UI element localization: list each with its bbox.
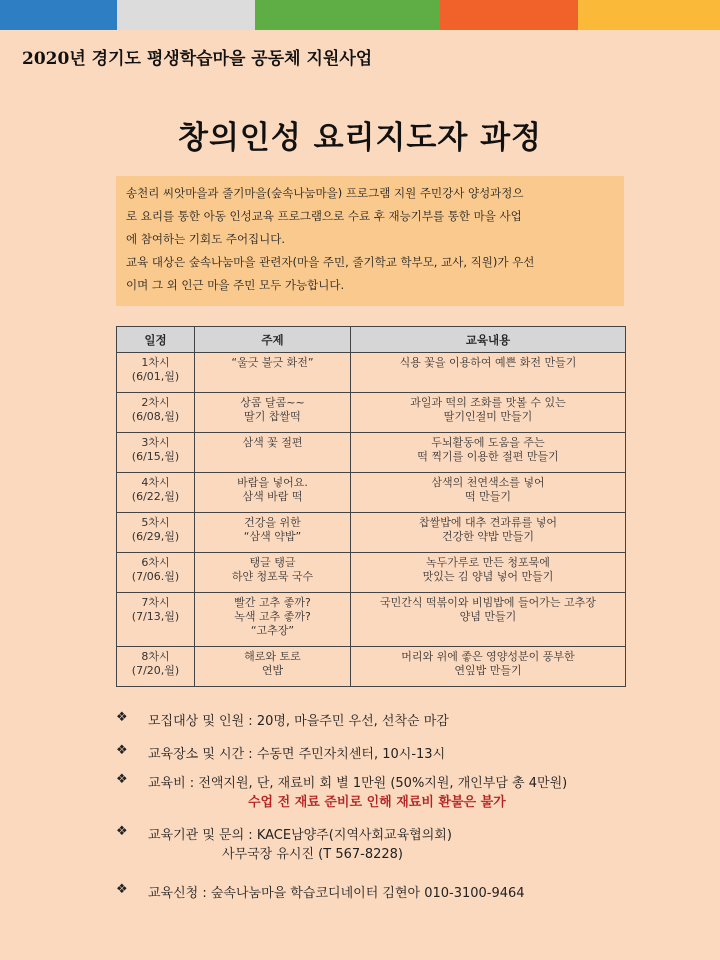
color-bar-green: [255, 0, 440, 30]
color-bar-yellow: [578, 0, 720, 30]
schedule-cell: 7차시 (7/13,월): [117, 593, 195, 647]
column-header-schedule: 일정: [117, 327, 195, 353]
table-row: [117, 353, 626, 393]
topic-cell: 빨간 고추 좋까? 녹색 고추 좋까? “고추장”: [195, 593, 351, 647]
table-row: [117, 553, 626, 593]
table-row: [117, 513, 626, 553]
table-header-row: [117, 327, 626, 353]
topic-cell: 건강을 위한 “삼색 약밥”: [195, 513, 351, 553]
fee-text: 교육비 : 전액지원, 단, 재료비 회 별 1만원 (50%지원, 개인부담 총 4만원): [148, 776, 568, 791]
intro-line: 교육 대상은 숲속나눔마을 관련자(마을 주민, 줄기학교 학부모, 교사, 직원)가 우선: [126, 255, 535, 269]
info-org: [116, 824, 706, 862]
intro-box: [116, 176, 624, 306]
org-text: 교육기관 및 문의 : KACE남양주(지역사회교육협의회): [148, 828, 452, 843]
content-cell: 머리와 위에 좋은 영양성분이 풍부한 연잎밥 만들기: [351, 647, 626, 687]
schedule-cell: 2차시 (6/08,월): [117, 393, 195, 433]
diamond-bullet-icon: ❖: [116, 882, 128, 897]
org-contact-text: 사무국장 유시진 (T 567-8228): [222, 847, 403, 862]
program-header: 2020년 경기도 평생학습마을 공동체 지원사업: [22, 49, 373, 69]
schedule-cell: 8차시 (7/20,월): [117, 647, 195, 687]
apply-text: 교육신청 : 숲속나눔마을 학습코디네이터 김현아 010-3100-9464: [148, 886, 525, 901]
info-fee: [116, 772, 706, 810]
color-bar-gray: [117, 0, 255, 30]
schedule-cell: 6차시 (7/06.월): [117, 553, 195, 593]
diamond-bullet-icon: ❖: [116, 772, 128, 787]
color-bar-blue: [0, 0, 117, 30]
topic-cell: 해로와 토로 연밥: [195, 647, 351, 687]
fee-warning-text: 수업 전 재료 준비로 인해 재료비 환불은 불가: [248, 795, 506, 810]
table-row: [117, 593, 626, 647]
info-place: [116, 743, 706, 762]
color-bar: [0, 0, 720, 30]
diamond-bullet-icon: ❖: [116, 710, 128, 725]
diamond-bullet-icon: ❖: [116, 824, 128, 839]
table-row: [117, 473, 626, 513]
recruit-text: 모집대상 및 인원 : 20명, 마을주민 우선, 선착순 마감: [148, 714, 449, 729]
table-row: [117, 647, 626, 687]
schedule-table: [116, 326, 626, 687]
topic-cell: “울긋 불긋 화전”: [195, 353, 351, 393]
topic-cell: 상콤 달콤~~ 딸기 찹쌀떡: [195, 393, 351, 433]
info-recruit: [116, 710, 706, 729]
table-row: [117, 433, 626, 473]
topic-cell: 탱글 탱글 하얀 청포묵 국수: [195, 553, 351, 593]
content-cell: 삼색의 천연색소를 넣어 떡 만들기: [351, 473, 626, 513]
content-cell: 두뇌활동에 도움을 주는 떡 찍기를 이용한 절편 만들기: [351, 433, 626, 473]
intro-line: 에 참여하는 기회도 주어집니다.: [126, 232, 286, 246]
table-row: [117, 393, 626, 433]
content-cell: 녹두가루로 만든 청포묵에 맛있는 김 양념 넣어 만들기: [351, 553, 626, 593]
intro-line: 로 요리를 통한 아동 인성교육 프로그램으로 수료 후 재능기부를 통한 마을 사업: [126, 209, 522, 223]
schedule-cell: 3차시 (6/15,월): [117, 433, 195, 473]
schedule-cell: 5차시 (6/29,월): [117, 513, 195, 553]
page-title: 창의인성 요리지도자 과정: [178, 120, 542, 156]
content-cell: 국민간식 떡볶이와 비빔밥에 들어가는 고추장 양념 만들기: [351, 593, 626, 647]
content-cell: 과일과 떡의 조화를 맛볼 수 있는 딸기인절미 만들기: [351, 393, 626, 433]
content-cell: 식용 꽃을 이용하여 예쁜 화전 만들기: [351, 353, 626, 393]
topic-cell: 삼색 꽃 절편: [195, 433, 351, 473]
content-cell: 찹쌀밥에 대추 견과류를 넣어 건강한 약밥 만들기: [351, 513, 626, 553]
color-bar-orange: [440, 0, 578, 30]
info-list: [116, 710, 706, 901]
schedule-cell: 4차시 (6/22,월): [117, 473, 195, 513]
diamond-bullet-icon: ❖: [116, 743, 128, 758]
column-header-topic: 주제: [195, 327, 351, 353]
intro-line: 이며 그 외 인근 마을 주민 모두 가능합니다.: [126, 278, 345, 292]
place-text: 교육장소 및 시간 : 수동면 주민자치센터, 10시-13시: [148, 747, 446, 762]
column-header-content: 교육내용: [351, 327, 626, 353]
intro-line: 송천리 씨앗마을과 줄기마을(숲속나눔마을) 프로그램 지원 주민강사 양성과정으: [126, 186, 524, 200]
topic-cell: 바람을 넣어요. 삼색 바람 떡: [195, 473, 351, 513]
schedule-cell: 1차시 (6/01,월): [117, 353, 195, 393]
info-apply: [116, 882, 706, 901]
